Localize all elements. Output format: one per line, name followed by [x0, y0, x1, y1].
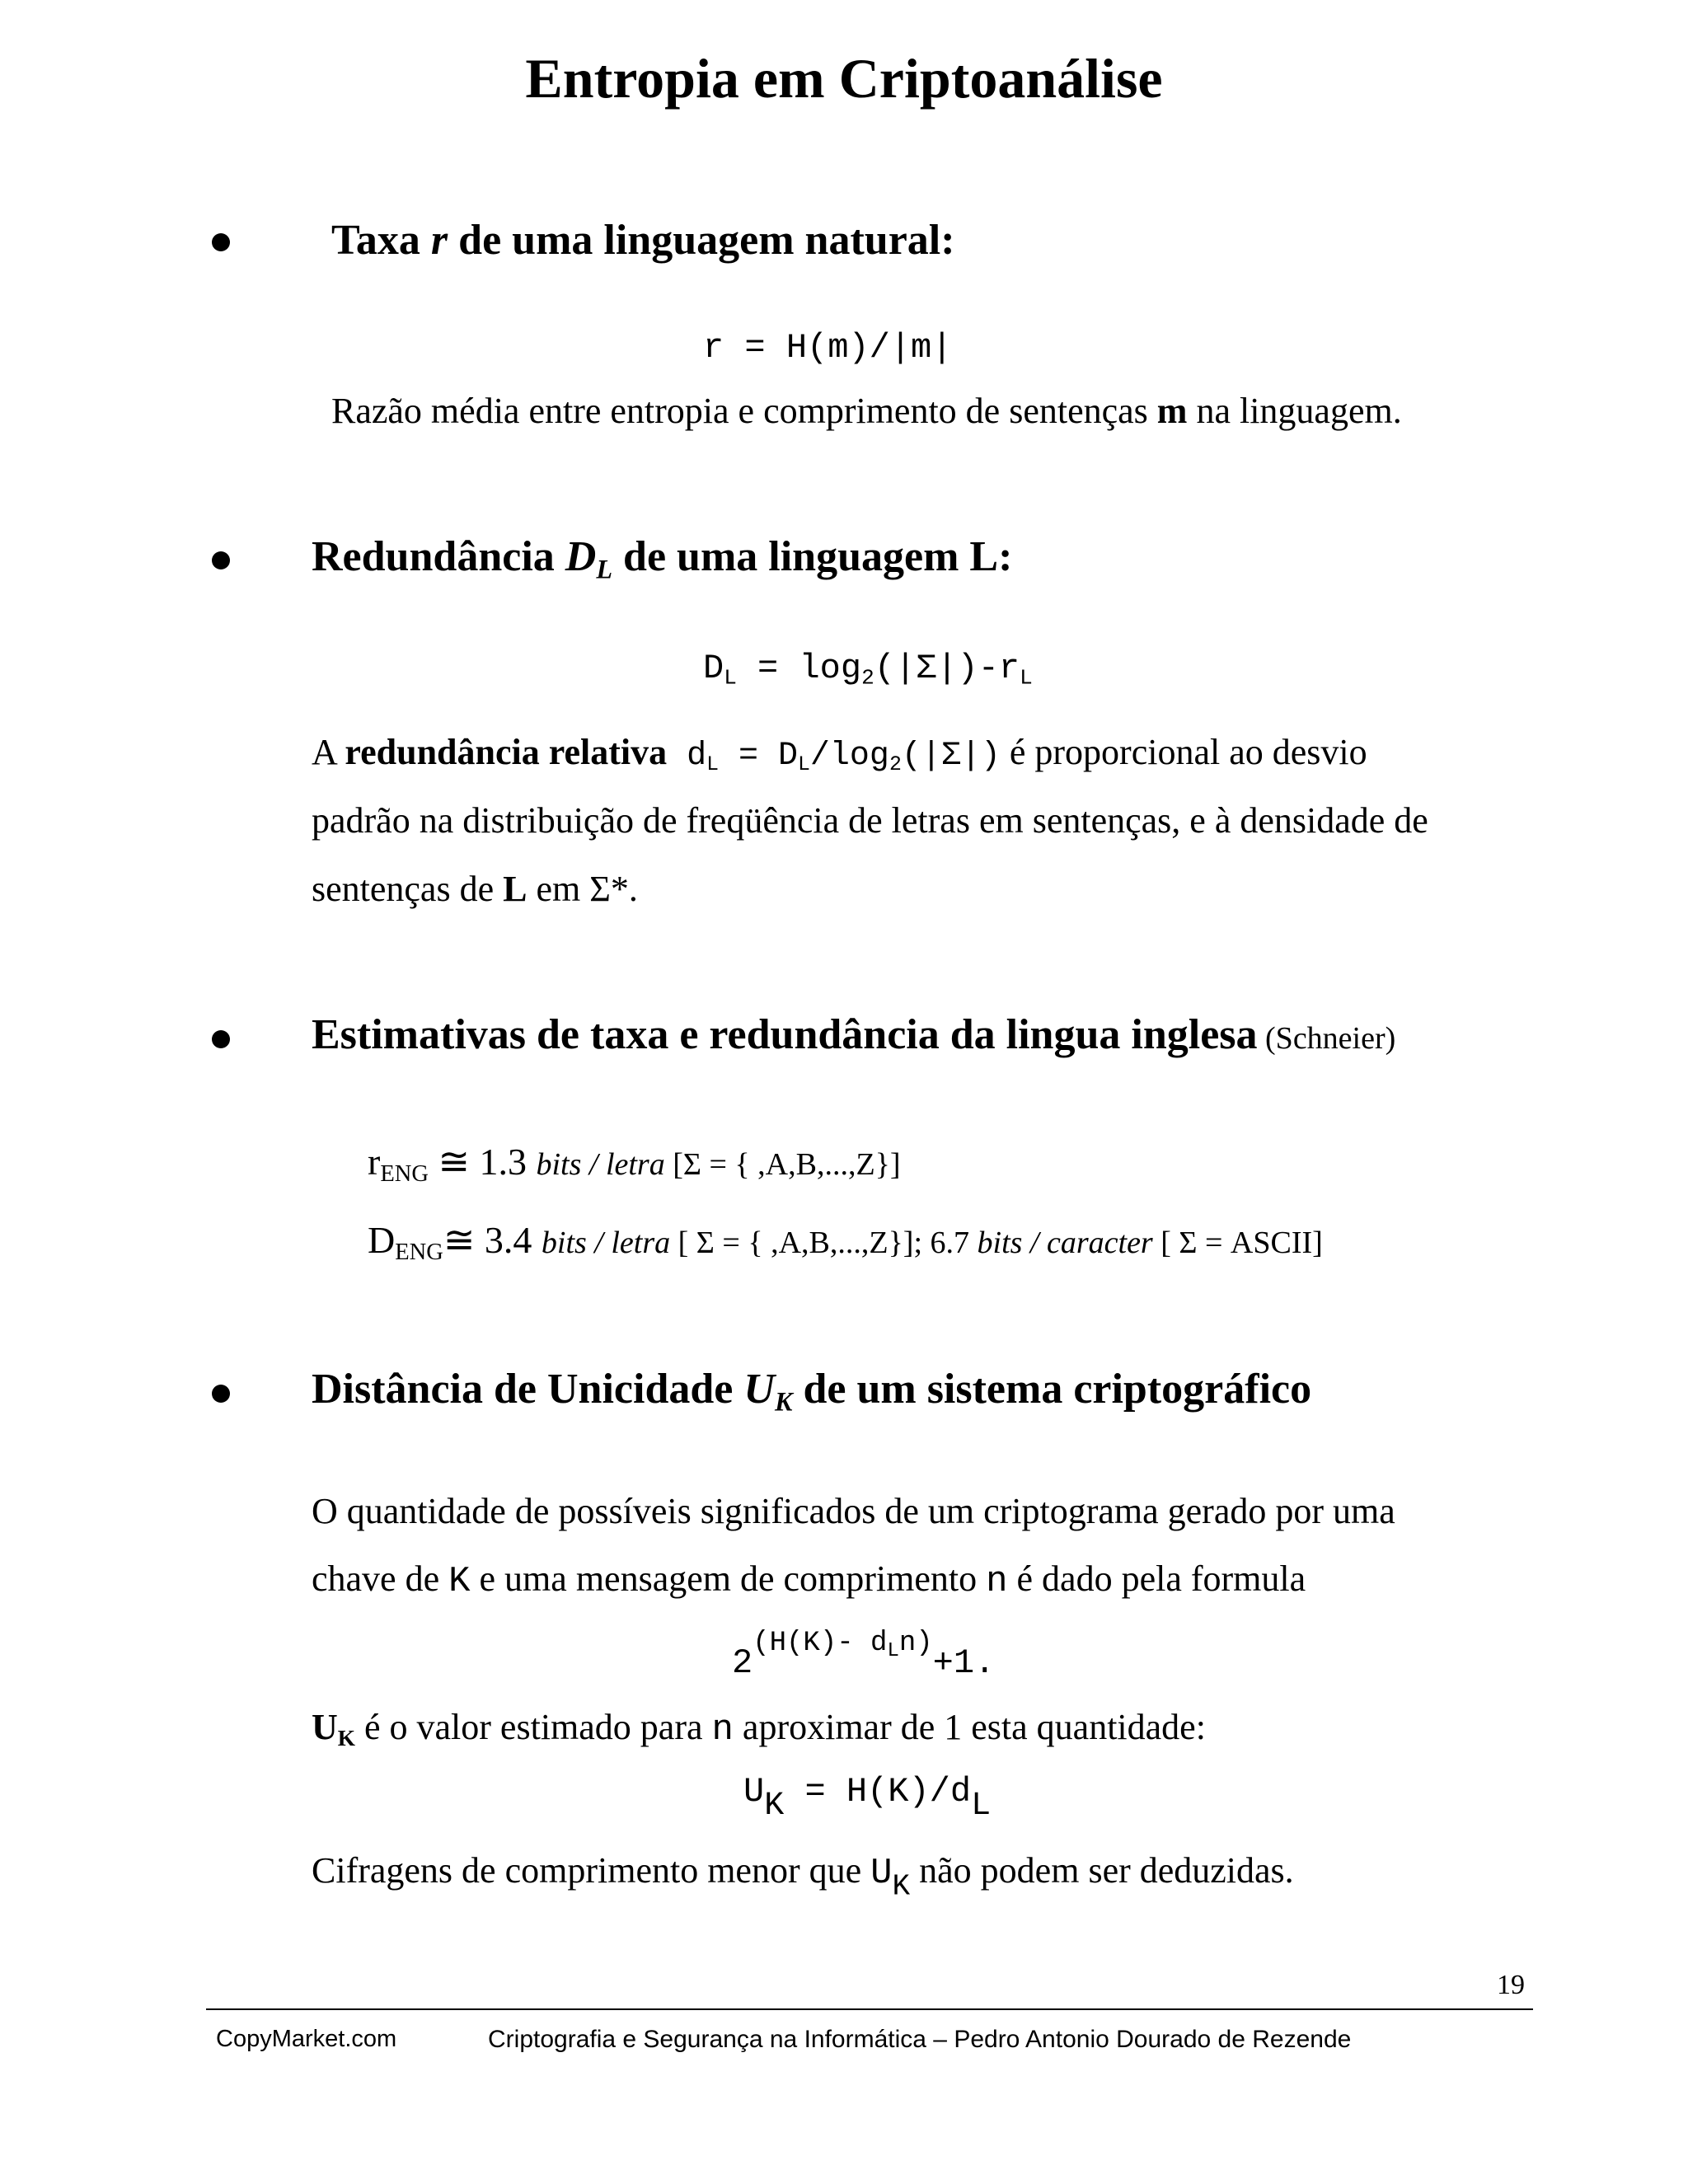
section-3-heading: Estimativas de taxa e redundância da lingua inglesa (Schneier) [312, 1011, 1396, 1058]
rate-formula: r = H(m)/|m| [703, 328, 953, 368]
bullet-1 [212, 233, 230, 251]
footer-divider [206, 2008, 1533, 2010]
bullet-2 [212, 551, 230, 569]
redundancy-estimate: $D_{ENG}≅$ 3.4 bits / letra [ Σ = { ,A,B,...,Z}]; 6.7 bits / caracter [ Σ = ASCII] [368, 1219, 1323, 1265]
unicity-paragraph-line-2: chave de K e uma mensagem de comprimento n é dado pela formula [312, 1558, 1306, 1602]
footer-book-title: Criptografia e Segurança na Informática – Pedro Antonio Dourado de Rezende [488, 2026, 1352, 2053]
relative-redundancy-line-3: sentenças de L em Σ*. [312, 869, 638, 909]
page-number: 19 [1497, 1970, 1525, 2000]
unicity-formula: UK = H(K)/dL [743, 1772, 992, 1825]
unicity-definition: UK é o valor estimado para n aproximar de 1 esta quantidade: [312, 1707, 1206, 1751]
footer-publisher: CopyMarket.com [216, 2026, 397, 2052]
unicity-paragraph-line-1: O quantidade de possíveis significados de um criptograma gerado por uma [312, 1491, 1395, 1531]
unicity-conclusion: Cifragens de comprimento menor que $U_K$ não podem ser deduzidas. [312, 1850, 1294, 1904]
bullet-4 [212, 1385, 230, 1403]
section-4-heading: Distância de Unicidade UK de um sistema criptográfico [312, 1366, 1312, 1417]
section-2-heading: Redundância DL de uma linguagem L: [312, 533, 1013, 584]
rate-description: Razão média entre entropia e comprimento de sentenças m na linguagem. [331, 391, 1402, 431]
page-title: Entropia em Criptoanálise [525, 47, 1163, 110]
relative-redundancy-line-1: A redundância relativa $d_L = D_L/\log_2(|\Sigma|)$ é proporcional ao desvio [312, 732, 1367, 776]
redundancy-formula: $D_L = \log_2(|\Sigma|)-r_L$ [703, 649, 1033, 691]
relative-redundancy-line-2: padrão na distribuição de freqüência de letras em sentenças, e à densidade de [312, 800, 1428, 841]
rate-estimate: $r_{ENG}$ ≅ 1.3 bits / letra [Σ = { ,A,B,...,Z}] [368, 1141, 901, 1187]
section-1-heading: Taxa r de uma linguagem natural: [331, 217, 955, 264]
bullet-3 [212, 1030, 230, 1048]
meanings-count-formula: $2^{(H(K)- d_Ln)}+1$. [732, 1628, 996, 1684]
